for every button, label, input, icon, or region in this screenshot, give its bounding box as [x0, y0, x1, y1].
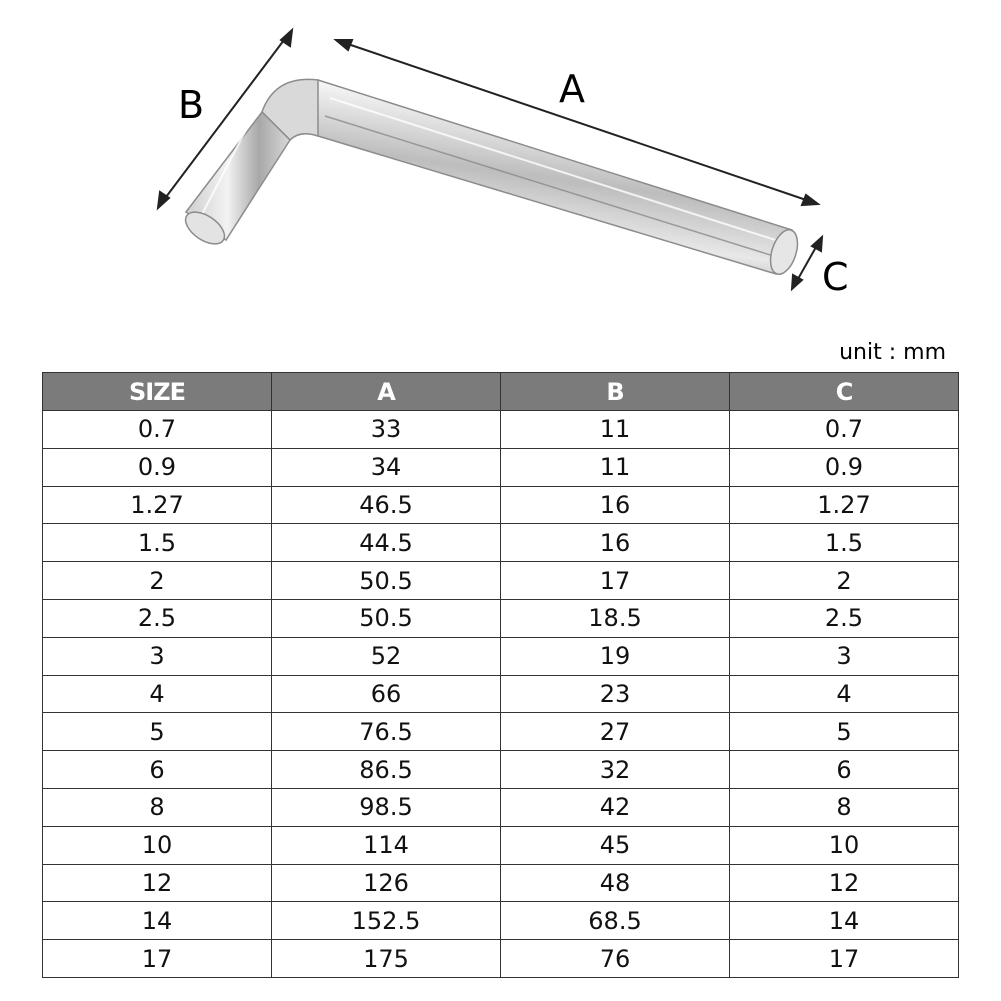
- dimension-label-a: A: [559, 67, 585, 111]
- table-cell-b: 16: [501, 486, 730, 524]
- column-header-size: SIZE: [43, 373, 272, 411]
- table-cell-b: 76: [501, 940, 730, 978]
- table-cell-a: 52: [272, 637, 501, 675]
- table-row: [43, 562, 959, 600]
- table-cell-c: 2: [730, 562, 959, 600]
- table-cell-c: 14: [730, 902, 959, 940]
- column-header-c: C: [730, 373, 959, 411]
- table-cell-a: 86.5: [272, 751, 501, 789]
- table-cell-b: 16: [501, 524, 730, 562]
- table-cell-c: 1.5: [730, 524, 959, 562]
- table-cell-b: 68.5: [501, 902, 730, 940]
- table-row: [43, 599, 959, 637]
- table-cell-c: 0.7: [730, 411, 959, 449]
- table-body: [43, 411, 959, 978]
- table-cell-c: 17: [730, 940, 959, 978]
- table-cell-size: 6: [43, 751, 272, 789]
- hex-key-diagram: [0, 0, 1001, 330]
- hex-key-body: [180, 79, 802, 277]
- table-cell-a: 66: [272, 675, 501, 713]
- hex-key-icon: [0, 0, 1001, 330]
- column-header-a: A: [272, 373, 501, 411]
- table-cell-c: 3: [730, 637, 959, 675]
- table-row: [43, 637, 959, 675]
- table-row: [43, 788, 959, 826]
- table-cell-c: 12: [730, 864, 959, 902]
- table-cell-size: 4: [43, 675, 272, 713]
- unit-note: unit : mm: [839, 340, 946, 365]
- arrow-b-head-start: [281, 30, 292, 46]
- table-cell-size: 8: [43, 788, 272, 826]
- table-cell-b: 11: [501, 411, 730, 449]
- table-cell-a: 46.5: [272, 486, 501, 524]
- table-row: [43, 411, 959, 449]
- table-row: [43, 751, 959, 789]
- table-row: [43, 864, 959, 902]
- table-cell-size: 1.27: [43, 486, 272, 524]
- table-cell-a: 50.5: [272, 562, 501, 600]
- arrow-c-head-start: [812, 237, 822, 251]
- table-cell-c: 2.5: [730, 599, 959, 637]
- table-cell-a: 50.5: [272, 599, 501, 637]
- column-header-b: B: [501, 373, 730, 411]
- table-cell-b: 19: [501, 637, 730, 675]
- table-cell-a: 98.5: [272, 788, 501, 826]
- arrow-a-head-start: [336, 40, 352, 50]
- table-cell-c: 6: [730, 751, 959, 789]
- dimension-label-c: C: [822, 255, 849, 299]
- table-cell-b: 45: [501, 826, 730, 864]
- table-cell-size: 5: [43, 713, 272, 751]
- table-row: [43, 940, 959, 978]
- table-cell-b: 48: [501, 864, 730, 902]
- table-cell-a: 33: [272, 411, 501, 449]
- table-cell-size: 0.7: [43, 411, 272, 449]
- table-cell-size: 2.5: [43, 599, 272, 637]
- table-cell-size: 10: [43, 826, 272, 864]
- size-spec-table: [42, 372, 959, 978]
- table-row: [43, 524, 959, 562]
- table-cell-size: 1.5: [43, 524, 272, 562]
- table-cell-size: 17: [43, 940, 272, 978]
- arrow-c-head-end: [792, 275, 802, 289]
- table-cell-size: 3: [43, 637, 272, 675]
- table-cell-c: 5: [730, 713, 959, 751]
- table-cell-a: 114: [272, 826, 501, 864]
- table-cell-c: 4: [730, 675, 959, 713]
- table-cell-b: 23: [501, 675, 730, 713]
- table-row: [43, 713, 959, 751]
- table-cell-a: 175: [272, 940, 501, 978]
- table-cell-a: 76.5: [272, 713, 501, 751]
- table-cell-c: 10: [730, 826, 959, 864]
- table-cell-c: 1.27: [730, 486, 959, 524]
- table-cell-size: 2: [43, 562, 272, 600]
- table-row: [43, 826, 959, 864]
- table-cell-c: 8: [730, 788, 959, 826]
- table-cell-b: 11: [501, 448, 730, 486]
- table-cell-size: 14: [43, 902, 272, 940]
- table-cell-b: 17: [501, 562, 730, 600]
- table-cell-b: 42: [501, 788, 730, 826]
- table-cell-size: 12: [43, 864, 272, 902]
- table-cell-a: 152.5: [272, 902, 501, 940]
- arrow-a-head-end: [802, 195, 818, 205]
- table-row: [43, 486, 959, 524]
- table-cell-c: 0.9: [730, 448, 959, 486]
- table-cell-a: 34: [272, 448, 501, 486]
- table-row: [43, 675, 959, 713]
- table-cell-b: 27: [501, 713, 730, 751]
- table-cell-b: 32: [501, 751, 730, 789]
- table-header-row: [43, 373, 959, 411]
- table-cell-a: 126: [272, 864, 501, 902]
- table-cell-a: 44.5: [272, 524, 501, 562]
- table-cell-b: 18.5: [501, 599, 730, 637]
- dimension-label-b: B: [178, 83, 205, 127]
- table-row: [43, 902, 959, 940]
- table-row: [43, 448, 959, 486]
- table-cell-size: 0.9: [43, 448, 272, 486]
